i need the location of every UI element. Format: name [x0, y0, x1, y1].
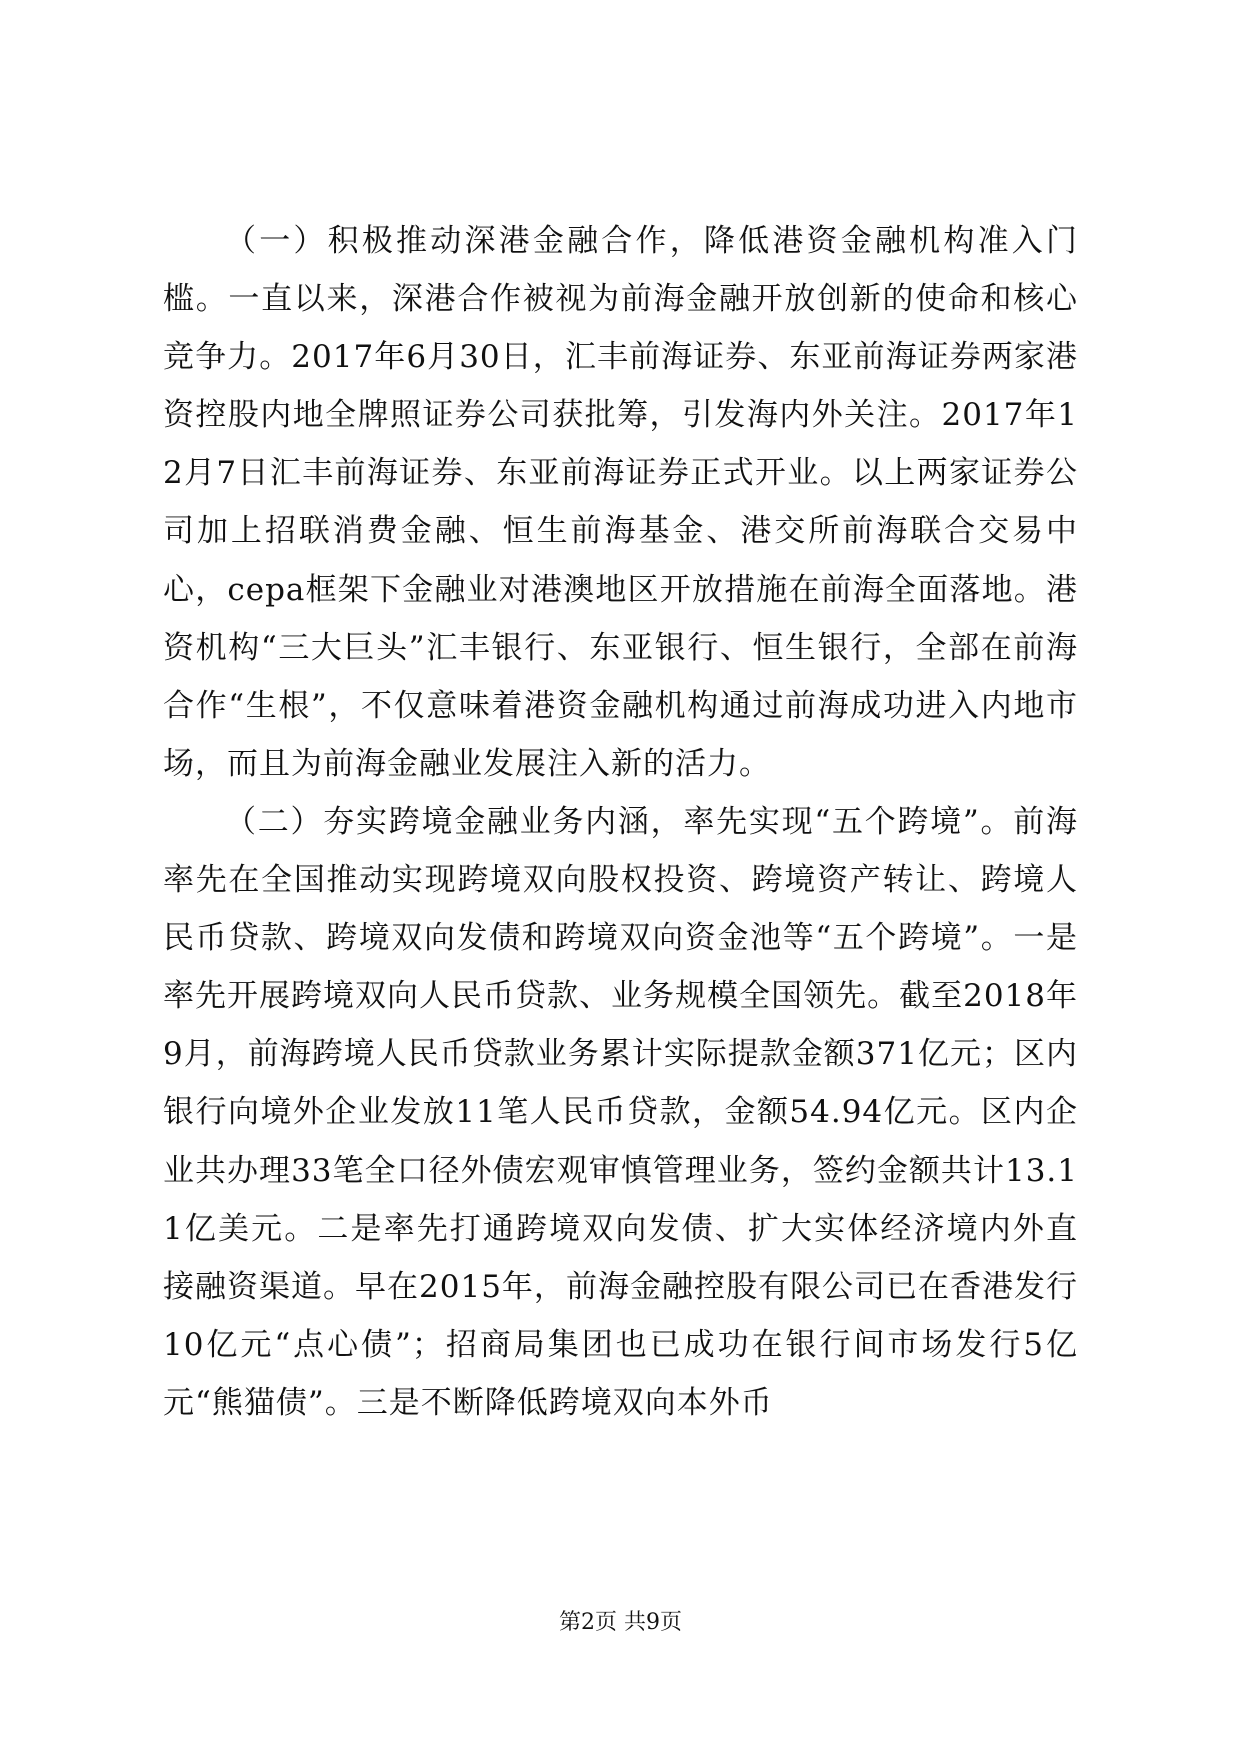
document-body	[163, 212, 1078, 1432]
paragraph-two: （二）夯实跨境金融业务内涵，率先实现“五个跨境”。前海率先在全国推动实现跨境双向股权投资、跨境资产转让、跨境人民币贷款、跨境双向发债和跨境双向资金池等“五个跨境”。一是率先开展跨境双向人民币贷款、业务规模全国领先。截至2018年9月，前海跨境人民币贷款业务累计实际提款金额371亿元；区内银行向境外企业发放11笔人民币贷款，金额54.94亿元。区内企业共办理33笔全口径外债宏观审慎管理业务，签约金额共计13.11亿美元。二是率先打通跨境双向发债、扩大实体经济境内外直接融资渠道。早在2015年，前海金融控股有限公司已在香港发行10亿元“点心债”；招商局集团也已成功在银行间市场发行5亿元“熊猫债”。三是不断降低跨境双向本外币	[163, 803, 1078, 1421]
page-number-footer: 第2页 共9页	[559, 1610, 682, 1635]
paragraph-one: （一）积极推动深港金融合作，降低港资金融机构准入门槛。一直以来，深港合作被视为前海金融开放创新的使命和核心竞争力。2017年6月30日，汇丰前海证券、东亚前海证券两家港资控股内地全牌照证券公司获批筹，引发海内外关注。2017年12月7日汇丰前海证券、东亚前海证券正式开业。以上两家证券公司加上招联消费金融、恒生前海基金、港交所前海联合交易中心，cepa框架下金融业对港澳地区开放措施在前海全面落地。港资机构“三大巨头”汇丰银行、东亚银行、恒生银行，全部在前海合作“生根”，不仅意味着港资金融机构通过前海成功进入内地市场，而且为前海金融业发展注入新的活力。	[163, 223, 1078, 782]
